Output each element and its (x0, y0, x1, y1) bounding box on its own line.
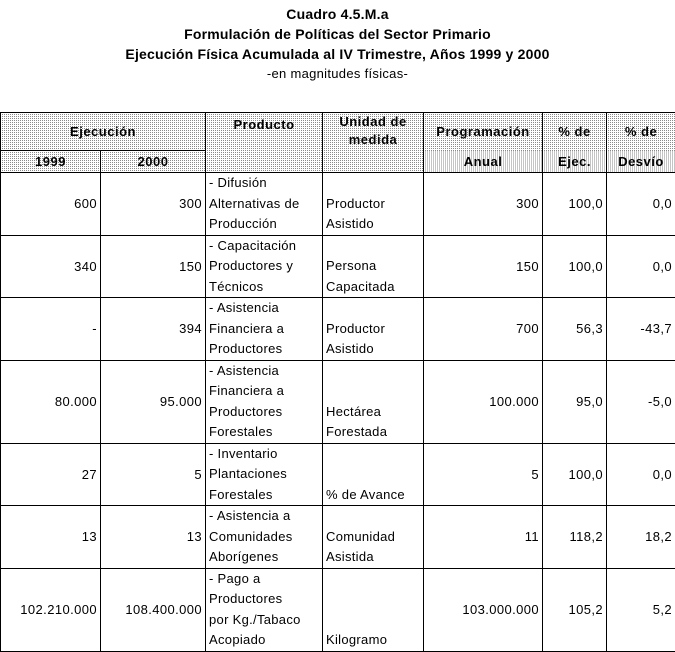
cell-pct-desvio: 18,2 (607, 506, 675, 569)
cell-pct-ejec: 118,2 (543, 506, 607, 569)
table-row (1, 443, 675, 506)
cell-producto-line: Plantaciones (209, 464, 320, 485)
cell-ejecucion-1999: 27 (1, 443, 101, 506)
cell-programacion: 100.000 (424, 360, 543, 443)
cell-unidad (323, 235, 424, 298)
cell-unidad-line: Asistida (326, 547, 421, 568)
cell-unidad-line: Productor (326, 319, 421, 340)
table-row (1, 360, 675, 443)
cell-producto-line: - Asistencia (209, 361, 320, 382)
cell-producto-line: - Asistencia (209, 298, 320, 319)
table-row (1, 173, 675, 236)
cell-producto-line: Productores (209, 339, 320, 360)
cell-producto-line: - Asistencia a (209, 506, 320, 527)
cell-producto (206, 173, 323, 236)
header-pct-ejec-line2: Ejec. (543, 151, 607, 173)
cell-unidad-line: Hectárea (326, 402, 421, 423)
cell-producto-line: Aborígenes (209, 547, 320, 568)
cell-producto (206, 568, 323, 651)
table-units-note: -en magnitudes físicas- (0, 64, 675, 84)
cell-pct-desvio: 5,2 (607, 568, 675, 651)
cell-pct-desvio: 0,0 (607, 443, 675, 506)
cell-ejecucion-2000: 394 (101, 298, 206, 361)
cell-ejecucion-1999: 80.000 (1, 360, 101, 443)
cell-unidad (323, 568, 424, 651)
cell-producto-line: Financiera a (209, 319, 320, 340)
cell-producto-line: - Capacitación (209, 236, 320, 257)
cell-programacion: 5 (424, 443, 543, 506)
cell-producto (206, 235, 323, 298)
cell-unidad-line: Productor (326, 194, 421, 215)
header-pct-ejec: % de (543, 113, 607, 151)
cell-producto-line: Forestales (209, 422, 320, 443)
header-unidad-line1: Unidad de (326, 113, 420, 131)
cell-pct-ejec: 100,0 (543, 235, 607, 298)
cell-producto-line: Comunidades (209, 527, 320, 548)
cell-pct-desvio: 0,0 (607, 235, 675, 298)
cell-ejecucion-2000: 95.000 (101, 360, 206, 443)
cell-programacion: 11 (424, 506, 543, 569)
cell-ejecucion-1999: 13 (1, 506, 101, 569)
cell-producto-line: Técnicos (209, 277, 320, 298)
cell-producto (206, 360, 323, 443)
table-row (1, 568, 675, 651)
cell-programacion: 300 (424, 173, 543, 236)
cell-producto (206, 443, 323, 506)
cell-producto-line: por Kg./Tabaco (209, 610, 320, 631)
cell-unidad-line: Asistido (326, 339, 421, 360)
cell-ejecucion-1999: 340 (1, 235, 101, 298)
table-body (1, 173, 675, 652)
cell-pct-ejec: 56,3 (543, 298, 607, 361)
header-programacion: Programación (424, 113, 543, 151)
cell-unidad-line: % de Avance (326, 485, 421, 506)
cell-producto-line: Productores y (209, 256, 320, 277)
header-producto: Producto (206, 113, 323, 173)
table-row (1, 235, 675, 298)
execution-table (0, 112, 675, 652)
cell-ejecucion-2000: 300 (101, 173, 206, 236)
cell-unidad (323, 173, 424, 236)
cell-producto-line: Acopiado (209, 630, 320, 651)
header-pct-desvio: % de (607, 113, 675, 151)
cell-producto (206, 298, 323, 361)
cell-pct-ejec: 105,2 (543, 568, 607, 651)
header-pct-desvio-line2: Desvío (607, 151, 675, 173)
table-title: Formulación de Políticas del Sector Primario (0, 24, 675, 44)
cell-unidad (323, 360, 424, 443)
cell-ejecucion-2000: 5 (101, 443, 206, 506)
cell-ejecucion-2000: 150 (101, 235, 206, 298)
title-block (0, 4, 675, 84)
cell-producto-line: - Pago a (209, 569, 320, 590)
cell-programacion: 103.000.000 (424, 568, 543, 651)
header-ejecucion: Ejecución (1, 113, 206, 151)
cell-unidad (323, 506, 424, 569)
cell-producto (206, 506, 323, 569)
cell-pct-desvio: -43,7 (607, 298, 675, 361)
cell-unidad-line: Comunidad (326, 527, 421, 548)
cell-unidad-line: Forestada (326, 422, 421, 443)
cell-programacion: 700 (424, 298, 543, 361)
header-unidad (323, 113, 424, 173)
cell-pct-desvio: -5,0 (607, 360, 675, 443)
cell-unidad (323, 298, 424, 361)
header-year-2000: 2000 (101, 151, 206, 173)
cell-programacion: 150 (424, 235, 543, 298)
cell-producto-line: - Inventario (209, 444, 320, 465)
cell-ejecucion-1999: 102.210.000 (1, 568, 101, 651)
cell-ejecucion-2000: 108.400.000 (101, 568, 206, 651)
cell-producto-line: Productores (209, 589, 320, 610)
cell-producto-line: Producción (209, 214, 320, 235)
cell-pct-ejec: 95,0 (543, 360, 607, 443)
header-unidad-line2: medida (326, 131, 420, 149)
header-year-1999: 1999 (1, 151, 101, 173)
cell-producto-line: Forestales (209, 485, 320, 506)
table-row (1, 506, 675, 569)
cell-ejecucion-1999: 600 (1, 173, 101, 236)
table-row (1, 298, 675, 361)
cell-ejecucion-2000: 13 (101, 506, 206, 569)
cell-pct-ejec: 100,0 (543, 173, 607, 236)
table-subtitle: Ejecución Física Acumulada al IV Trimestre, Años 1999 y 2000 (0, 44, 675, 64)
cell-producto-line: Financiera a (209, 381, 320, 402)
cell-pct-desvio: 0,0 (607, 173, 675, 236)
cell-ejecucion-1999: - (1, 298, 101, 361)
table-number: Cuadro 4.5.M.a (0, 4, 675, 24)
cell-unidad (323, 443, 424, 506)
cell-unidad-line: Persona (326, 256, 421, 277)
cell-unidad-line: Asistido (326, 214, 421, 235)
cell-producto-line: Productores (209, 402, 320, 423)
cell-producto-line: - Difusión (209, 173, 320, 194)
cell-pct-ejec: 100,0 (543, 443, 607, 506)
cell-unidad-line: Kilogramo (326, 630, 421, 651)
header-anual: Anual (424, 151, 543, 173)
cell-unidad-line: Capacitada (326, 277, 421, 298)
cell-producto-line: Alternativas de (209, 194, 320, 215)
